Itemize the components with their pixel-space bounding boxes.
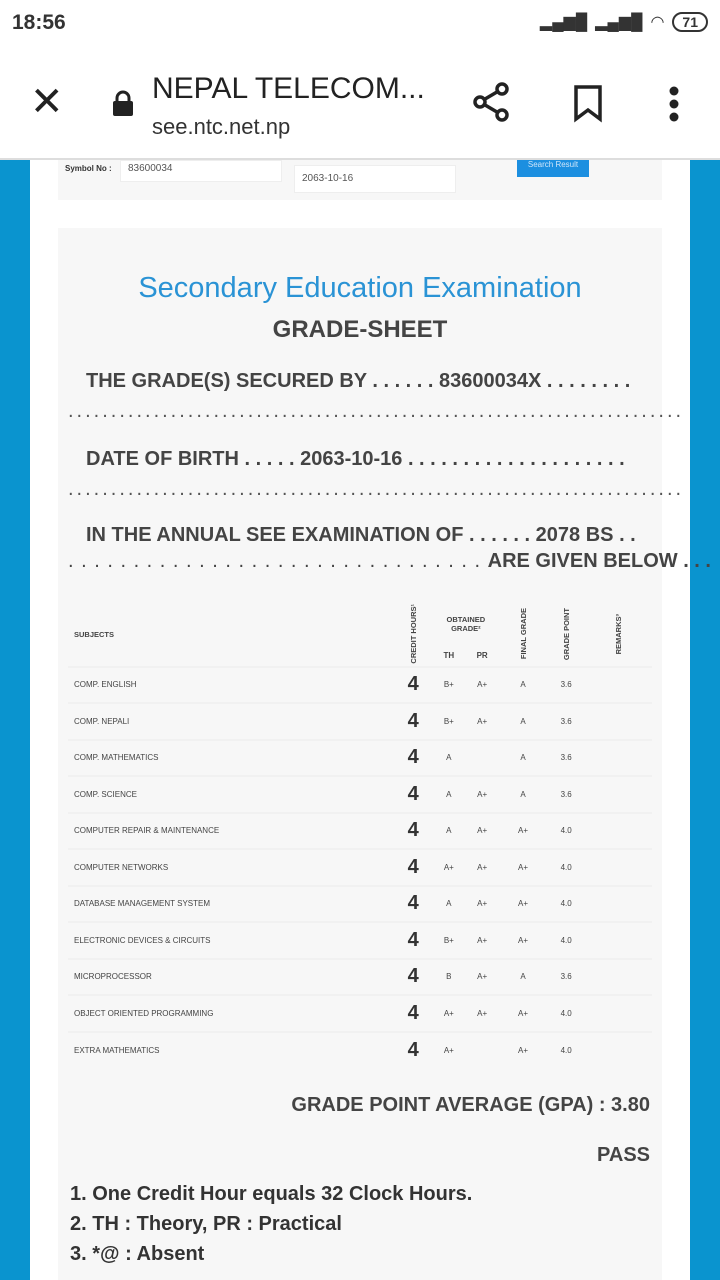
symbol-label: Symbol No : — [65, 164, 112, 173]
remarks-cell — [585, 995, 652, 1032]
th-grade-cell: A+ — [433, 995, 466, 1032]
th-grade-cell: A — [433, 740, 466, 777]
th-grade-cell: B+ — [433, 703, 466, 740]
remarks-cell — [585, 703, 652, 740]
remarks-cell — [585, 886, 652, 923]
pr-grade-cell: A+ — [465, 849, 499, 886]
grade-point-cell: 3.6 — [547, 959, 585, 996]
credit-cell: 4 — [394, 703, 433, 740]
grade-point-cell: 3.6 — [547, 740, 585, 777]
grade-sheet-title: GRADE-SHEET — [272, 316, 448, 343]
col-obtained-grade: OBTAINED GRADE² — [446, 615, 486, 634]
grade-point-cell: 4.0 — [547, 1032, 585, 1069]
remarks-cell — [585, 922, 652, 959]
table-row — [68, 667, 652, 704]
page-side-border — [690, 160, 720, 1280]
dob-line: DATE OF BIRTH . . . . . 2063-10-16 . . . . . . . . . . . . . . . . . . . . — [86, 448, 625, 470]
final-grade-cell: A+ — [499, 813, 547, 850]
th-grade-cell: A+ — [433, 1032, 466, 1069]
remarks-cell — [585, 776, 652, 813]
pr-grade-cell: A+ — [465, 813, 499, 850]
table-row — [68, 922, 652, 959]
grade-point-cell: 3.6 — [547, 667, 585, 704]
th-grade-cell: A — [433, 886, 466, 923]
final-grade-cell: A+ — [499, 1032, 547, 1069]
dob-label: DATE OF BIRTH — [86, 448, 239, 470]
pr-grade-cell: A+ — [465, 959, 499, 996]
th-grade-cell: A — [433, 776, 466, 813]
remarks-cell — [585, 813, 652, 850]
col-grade-point: GRADE POINT — [561, 607, 571, 660]
note: 3. *@ : Absent — [70, 1243, 205, 1265]
symbol-input[interactable]: 83600034 — [120, 160, 282, 182]
subject-cell: MICROPROCESSOR — [68, 959, 394, 996]
col-remarks: REMARKS³ — [614, 613, 624, 654]
subject-cell: COMP. MATHEMATICS — [68, 740, 394, 777]
final-grade-cell: A+ — [499, 886, 547, 923]
given-below-line: . . . . . . . . . . . . . . . . . . . . . . . . . . . . . . . . ARE GIVEN BELOW . . . — [68, 550, 711, 572]
dob-input[interactable]: 2063-10-16 — [294, 165, 456, 193]
col-pr: PR — [476, 650, 488, 660]
exam-line: IN THE ANNUAL SEE EXAMINATION OF . . . . . . 2078 BS . . — [86, 524, 636, 546]
col-credit-hours: CREDIT HOURS¹ — [408, 604, 418, 664]
exam-heading: Secondary Education Examination — [138, 272, 582, 304]
credit-cell: 4 — [394, 813, 433, 850]
pr-grade-cell: A+ — [465, 776, 499, 813]
wifi-icon: ◠ — [650, 14, 665, 31]
table-row — [68, 995, 652, 1032]
pr-grade-cell — [465, 1032, 499, 1069]
secured-by-line: THE GRADE(S) SECURED BY . . . . . . 83600034X . . . . . . . . — [86, 370, 631, 392]
th-grade-cell: B+ — [433, 922, 466, 959]
exam-label: IN THE ANNUAL SEE EXAMINATION OF — [86, 524, 464, 546]
signal-icon: ▂▄▆█ — [539, 14, 588, 31]
th-grade-cell: A — [433, 813, 466, 850]
grade-point-cell: 3.6 — [547, 776, 585, 813]
remarks-cell — [585, 667, 652, 704]
grade-point-cell: 4.0 — [547, 813, 585, 850]
dotted-line: ........................................................................ — [68, 400, 685, 422]
final-grade-cell: A+ — [499, 922, 547, 959]
table-row — [68, 1032, 652, 1069]
grades-table — [68, 604, 652, 1068]
th-grade-cell: B — [433, 959, 466, 996]
table-row — [68, 776, 652, 813]
given-below: ARE GIVEN BELOW — [487, 550, 678, 572]
subject-cell: COMP. ENGLISH — [68, 667, 394, 704]
table-row — [68, 813, 652, 850]
remarks-cell — [585, 849, 652, 886]
subject-cell: COMP. NEPALI — [68, 703, 394, 740]
secured-by-label: THE GRADE(S) SECURED BY — [86, 370, 367, 392]
result-status: PASS — [597, 1144, 650, 1166]
th-grade-cell: A+ — [433, 849, 466, 886]
final-grade-cell: A — [499, 740, 547, 777]
credit-cell: 4 — [394, 959, 433, 996]
credit-cell: 4 — [394, 849, 433, 886]
pr-grade-cell: A+ — [465, 886, 499, 923]
final-grade-cell: A — [499, 776, 547, 813]
subject-cell: COMPUTER NETWORKS — [68, 849, 394, 886]
final-grade-cell: A — [499, 703, 547, 740]
dob-value: 2063-10-16 — [300, 448, 403, 470]
final-grade-cell: A+ — [499, 995, 547, 1032]
credit-cell: 4 — [394, 922, 433, 959]
credit-cell: 4 — [394, 1032, 433, 1069]
table-row — [68, 740, 652, 777]
remarks-cell — [585, 740, 652, 777]
page-url[interactable]: see.ntc.net.np — [152, 114, 291, 139]
table-row — [68, 886, 652, 923]
close-icon[interactable]: ✕ — [30, 80, 64, 124]
credit-cell: 4 — [394, 995, 433, 1032]
note: 2. TH : Theory, PR : Practical — [70, 1213, 342, 1235]
remarks-cell — [585, 959, 652, 996]
pr-grade-cell: A+ — [465, 995, 499, 1032]
col-final-grade: FINAL GRADE — [518, 608, 528, 660]
subject-cell: COMP. SCIENCE — [68, 776, 394, 813]
col-subjects: SUBJECTS — [74, 630, 115, 640]
share-icon[interactable] — [470, 80, 512, 124]
grade-sheet — [58, 228, 711, 1280]
symbol-number: 83600034X — [439, 370, 542, 392]
final-grade-cell: A — [499, 667, 547, 704]
grade-point-cell: 4.0 — [547, 995, 585, 1032]
remarks-cell — [585, 1032, 652, 1069]
search-form — [58, 160, 662, 200]
battery-icon: 71 — [672, 12, 708, 32]
subject-cell: ELECTRONIC DEVICES & CIRCUITS — [68, 922, 394, 959]
grade-point-cell: 4.0 — [547, 886, 585, 923]
credit-cell: 4 — [394, 667, 433, 704]
note: 1. One Credit Hour equals 32 Clock Hours. — [70, 1183, 473, 1205]
credit-cell: 4 — [394, 776, 433, 813]
lock-icon — [112, 90, 134, 116]
subject-cell: COMPUTER REPAIR & MAINTENANCE — [68, 813, 394, 850]
col-th: TH — [443, 650, 455, 660]
grade-point-cell: 3.6 — [547, 703, 585, 740]
subject-cell: OBJECT ORIENTED PROGRAMMING — [68, 995, 394, 1032]
pr-grade-cell: A+ — [465, 667, 499, 704]
final-grade-cell: A — [499, 959, 547, 996]
page-title: NEPAL TELECOM... — [152, 72, 425, 105]
pr-grade-cell — [465, 740, 499, 777]
credit-cell: 4 — [394, 886, 433, 923]
table-header — [68, 604, 652, 645]
browser-toolbar — [0, 50, 720, 160]
page-side-border — [0, 160, 30, 1280]
subject-cell: DATABASE MANAGEMENT SYSTEM — [68, 886, 394, 923]
signal-icon: ▂▄▆█ — [595, 14, 643, 31]
table-row — [68, 959, 652, 996]
table-row — [68, 849, 652, 886]
bookmark-icon[interactable] — [572, 84, 604, 122]
status-bar — [0, 0, 720, 50]
th-grade-cell: B+ — [433, 667, 466, 704]
clock: 18:56 — [12, 11, 66, 34]
final-grade-cell: A+ — [499, 849, 547, 886]
grade-point-cell: 4.0 — [547, 849, 585, 886]
search-result-button[interactable]: Search Result — [517, 160, 589, 177]
credit-cell: 4 — [394, 740, 433, 777]
pr-grade-cell: A+ — [465, 703, 499, 740]
grade-point-cell: 4.0 — [547, 922, 585, 959]
table-row — [68, 703, 652, 740]
pr-grade-cell: A+ — [465, 922, 499, 959]
dotted-line: ........................................................................ — [68, 478, 685, 500]
exam-year: 2078 BS — [535, 524, 614, 546]
more-options-icon[interactable] — [668, 86, 680, 122]
gpa: GRADE POINT AVERAGE (GPA) : 3.80 — [291, 1094, 650, 1116]
subject-cell: EXTRA MATHEMATICS — [68, 1032, 394, 1069]
